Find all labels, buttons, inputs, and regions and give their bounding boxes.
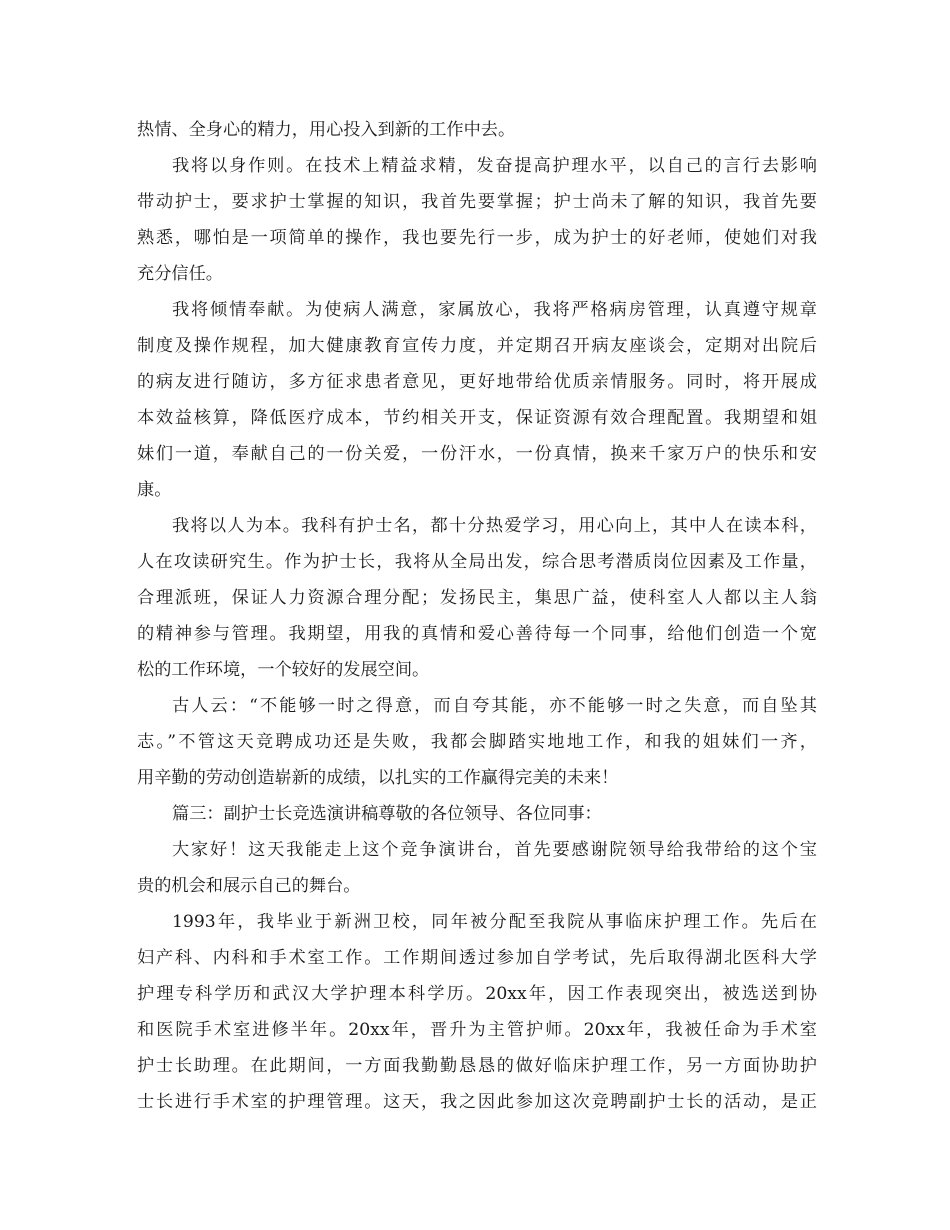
text-line: 本效益核算，降低医疗成本，节约相关开支，保证资源有效合理配置。我期望和姐 [137,408,817,428]
text-line: 大家好！这天我能走上这个竞争演讲台，首先要感谢院领导给我带给的这个宝 [172,840,817,860]
text-line: 制度及操作规程，加大健康教育宣传力度，并定期召开病友座谈会，定期对出院后 [137,336,817,356]
text-line: 用辛勤的劳动创造崭新的成绩，以扎实的工作赢得完美的未来！ [137,768,619,788]
text-line: 志。”不管这天竞聘成功还是失败，我都会脚踏实地地工作，和我的姐妹们一齐， [137,732,817,752]
text-line: 带动护士，要求护士掌握的知识，我首先要掌握；护士尚未了解的知识，我首先要 [137,192,817,212]
text-line: 我将以身作则。在技术上精益求精，发奋提高护理水平，以自己的言行去影响 [172,156,817,176]
text-line: 贵的机会和展示自己的舞台。 [137,876,361,896]
text-line: 我将倾情奉献。为使病人满意，家属放心，我将严格病房管理，认真遵守规章 [172,300,817,320]
text-line: 和医院手术室进修半年。20xx年，晋升为主管护师。20xx年，我被任命为手术室 [137,1020,817,1040]
text-line: 篇三：副护士长竞选演讲稿尊敬的各位领导、各位同事： [172,804,602,824]
body-text [137,112,817,1120]
text-line: 妹们一道，奉献自己的一份关爱，一份汗水，一份真情，换来千家万户的快乐和安 [137,444,817,464]
text-line: 的病友进行随访，多方征求患者意见，更好地带给优质亲情服务。同时，将开展成 [137,372,817,392]
text-line: 人在攻读研究生。作为护士长，我将从全局出发，综合思考潜质岗位因素及工作量， [137,552,817,572]
text-line: 古人云：“不能够一时之得意，而自夸其能，亦不能够一时之失意，而自坠其 [172,696,817,716]
text-line: 松的工作环境，一个较好的发展空间。 [137,660,430,680]
text-line: 护士长助理。在此期间，一方面我勤勤恳恳的做好临床护理工作，另一方面协助护 [137,1056,817,1076]
text-line: 我将以人为本。我科有护士名，都十分热爱学习，用心向上，其中人在读本科， [172,516,817,536]
text-line: 士长进行手术室的护理管理。这天，我之因此参加这次竞聘副护士长的活动，是正 [137,1092,817,1112]
text-line: 妇产科、内科和手术室工作。工作期间透过参加自学考试，先后取得湖北医科大学 [137,948,817,968]
text-line: 熟悉，哪怕是一项简单的操作，我也要先行一步，成为护士的好老师，使她们对我 [137,228,817,248]
text-line: 热情、全身心的精力，用心投入到新的工作中去。 [137,120,516,140]
text-line: 康。 [137,480,172,500]
text-line: 合理派班，保证人力资源合理分配；发扬民主，集思广益，使科室人人都以主人翁 [137,588,817,608]
text-line: 的精神参与管理。我期望，用我的真情和爱心善待每一个同事，给他们创造一个宽 [137,624,817,644]
text-line: 充分信任。 [137,264,223,284]
text-line: 护理专科学历和武汉大学护理本科学历。20xx年，因工作表现突出，被选送到协 [137,984,817,1004]
text-line: 1993年，我毕业于新洲卫校，同年被分配至我院从事临床护理工作。先后在 [172,912,817,932]
